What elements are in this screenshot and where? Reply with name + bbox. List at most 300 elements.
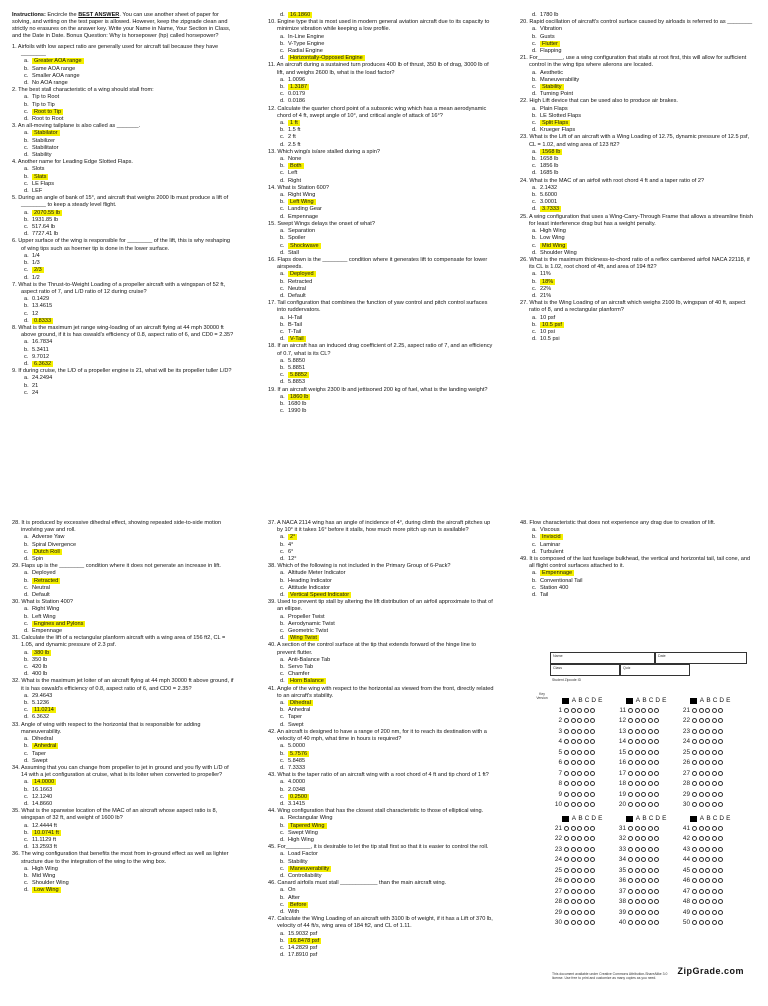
answer-bubble[interactable]	[571, 792, 576, 797]
answer-option[interactable]	[268, 394, 496, 401]
answer-option[interactable]	[520, 84, 756, 91]
answer-bubble[interactable]	[577, 718, 582, 723]
answer-option[interactable]	[520, 91, 756, 98]
answer-bubble[interactable]	[705, 857, 710, 862]
answer-bubble[interactable]	[699, 781, 704, 786]
instructions[interactable]	[12, 12, 234, 40]
answer-option[interactable]	[12, 614, 234, 621]
answer-option[interactable]	[268, 902, 496, 909]
answer-option[interactable]	[12, 621, 234, 628]
answer-option[interactable]	[268, 271, 496, 278]
answer-option[interactable]	[268, 401, 496, 408]
answer-bubble[interactable]	[564, 729, 569, 734]
answer-option[interactable]	[520, 279, 756, 286]
answer-option[interactable]	[520, 250, 756, 257]
answer-bubble[interactable]	[577, 750, 582, 755]
answer-option[interactable]	[268, 379, 496, 386]
answer-bubble[interactable]	[635, 899, 640, 904]
answer-bubble[interactable]	[699, 889, 704, 894]
answer-bubble[interactable]	[635, 708, 640, 713]
class-field[interactable]	[550, 664, 620, 676]
answer-option[interactable]	[12, 779, 234, 786]
answer-bubble[interactable]	[584, 739, 589, 744]
answer-option[interactable]	[12, 231, 234, 238]
answer-bubble[interactable]	[641, 857, 646, 862]
answer-option[interactable]	[12, 628, 234, 635]
answer-bubble[interactable]	[648, 920, 653, 925]
answer-bubble[interactable]	[577, 899, 582, 904]
answer-bubble[interactable]	[584, 826, 589, 831]
answer-bubble[interactable]	[641, 878, 646, 883]
answer-bubble[interactable]	[564, 847, 569, 852]
answer-option[interactable]	[268, 534, 496, 541]
answer-option[interactable]	[12, 375, 234, 382]
answer-bubble[interactable]	[577, 920, 582, 925]
answer-bubble[interactable]	[692, 847, 697, 852]
answer-bubble[interactable]	[718, 739, 723, 744]
answer-bubble[interactable]	[635, 826, 640, 831]
answer-option[interactable]	[12, 390, 234, 397]
answer-option[interactable]	[12, 650, 234, 657]
answer-option[interactable]	[520, 113, 756, 120]
answer-bubble[interactable]	[692, 836, 697, 841]
answer-bubble[interactable]	[564, 920, 569, 925]
answer-bubble[interactable]	[564, 899, 569, 904]
answer-option[interactable]	[268, 859, 496, 866]
answer-bubble[interactable]	[654, 750, 659, 755]
answer-bubble[interactable]	[654, 826, 659, 831]
answer-bubble[interactable]	[712, 868, 717, 873]
answer-bubble[interactable]	[590, 792, 595, 797]
answer-bubble[interactable]	[584, 792, 589, 797]
answer-bubble[interactable]	[712, 708, 717, 713]
answer-bubble[interactable]	[571, 899, 576, 904]
answer-bubble[interactable]	[718, 802, 723, 807]
answer-option[interactable]	[12, 311, 234, 318]
answer-bubble[interactable]	[641, 739, 646, 744]
answer-bubble[interactable]	[718, 847, 723, 852]
answer-bubble[interactable]	[712, 899, 717, 904]
answer-bubble[interactable]	[628, 826, 633, 831]
answer-bubble[interactable]	[705, 792, 710, 797]
answer-bubble[interactable]	[584, 771, 589, 776]
answer-bubble[interactable]	[564, 718, 569, 723]
answer-option[interactable]	[12, 361, 234, 368]
answer-option[interactable]	[12, 267, 234, 274]
answer-option[interactable]	[520, 206, 756, 213]
answer-option[interactable]	[268, 578, 496, 585]
answer-option[interactable]	[520, 329, 756, 336]
answer-bubble[interactable]	[718, 826, 723, 831]
answer-option[interactable]	[520, 199, 756, 206]
answer-bubble[interactable]	[699, 857, 704, 862]
answer-bubble[interactable]	[590, 729, 595, 734]
answer-option[interactable]	[268, 322, 496, 329]
answer-option[interactable]	[268, 286, 496, 293]
answer-bubble[interactable]	[628, 760, 633, 765]
answer-bubble[interactable]	[705, 729, 710, 734]
answer-option[interactable]	[268, 77, 496, 84]
answer-bubble[interactable]	[699, 847, 704, 852]
answer-option[interactable]	[12, 296, 234, 303]
answer-option[interactable]	[520, 336, 756, 343]
answer-option[interactable]	[520, 163, 756, 170]
answer-bubble[interactable]	[712, 920, 717, 925]
answer-bubble[interactable]	[712, 750, 717, 755]
answer-bubble[interactable]	[718, 792, 723, 797]
answer-bubble[interactable]	[718, 889, 723, 894]
answer-option[interactable]	[268, 700, 496, 707]
answer-option[interactable]	[268, 408, 496, 415]
answer-option[interactable]	[268, 815, 496, 822]
answer-bubble[interactable]	[577, 868, 582, 873]
answer-bubble[interactable]	[648, 771, 653, 776]
answer-bubble[interactable]	[590, 781, 595, 786]
answer-option[interactable]	[520, 534, 756, 541]
answer-option[interactable]	[268, 542, 496, 549]
answer-option[interactable]	[268, 592, 496, 599]
answer-bubble[interactable]	[577, 857, 582, 862]
answer-bubble[interactable]	[584, 910, 589, 915]
answer-option[interactable]	[12, 166, 234, 173]
answer-option[interactable]	[12, 210, 234, 217]
answer-bubble[interactable]	[648, 750, 653, 755]
answer-bubble[interactable]	[590, 750, 595, 755]
answer-option[interactable]	[268, 243, 496, 250]
answer-option[interactable]	[268, 758, 496, 765]
answer-option[interactable]	[268, 635, 496, 642]
answer-option[interactable]	[12, 794, 234, 801]
answer-bubble[interactable]	[577, 802, 582, 807]
answer-option[interactable]	[12, 152, 234, 159]
answer-bubble[interactable]	[692, 760, 697, 765]
answer-option[interactable]	[520, 315, 756, 322]
answer-option[interactable]	[520, 286, 756, 293]
answer-option[interactable]	[268, 55, 496, 62]
answer-bubble[interactable]	[577, 836, 582, 841]
answer-bubble[interactable]	[635, 750, 640, 755]
answer-bubble[interactable]	[584, 920, 589, 925]
answer-bubble[interactable]	[628, 847, 633, 852]
answer-bubble[interactable]	[635, 847, 640, 852]
answer-bubble[interactable]	[712, 910, 717, 915]
answer-bubble[interactable]	[590, 708, 595, 713]
answer-option[interactable]	[12, 664, 234, 671]
answer-option[interactable]	[268, 84, 496, 91]
answer-bubble[interactable]	[718, 836, 723, 841]
answer-bubble[interactable]	[692, 868, 697, 873]
answer-option[interactable]	[520, 527, 756, 534]
answer-option[interactable]	[268, 142, 496, 149]
answer-option[interactable]	[12, 224, 234, 231]
answer-bubble[interactable]	[635, 781, 640, 786]
answer-bubble[interactable]	[654, 920, 659, 925]
answer-bubble[interactable]	[654, 868, 659, 873]
answer-option[interactable]	[268, 743, 496, 750]
answer-bubble[interactable]	[699, 836, 704, 841]
answer-bubble[interactable]	[705, 889, 710, 894]
answer-bubble[interactable]	[590, 718, 595, 723]
answer-bubble[interactable]	[641, 729, 646, 734]
answer-bubble[interactable]	[641, 910, 646, 915]
answer-bubble[interactable]	[692, 826, 697, 831]
answer-option[interactable]	[12, 94, 234, 101]
answer-bubble[interactable]	[705, 899, 710, 904]
answer-bubble[interactable]	[712, 857, 717, 862]
answer-option[interactable]	[12, 130, 234, 137]
answer-option[interactable]	[268, 34, 496, 41]
answer-bubble[interactable]	[712, 729, 717, 734]
answer-bubble[interactable]	[571, 760, 576, 765]
answer-bubble[interactable]	[590, 910, 595, 915]
answer-bubble[interactable]	[654, 792, 659, 797]
answer-bubble[interactable]	[692, 889, 697, 894]
answer-bubble[interactable]	[635, 910, 640, 915]
answer-option[interactable]	[12, 275, 234, 282]
answer-bubble[interactable]	[635, 857, 640, 862]
answer-bubble[interactable]	[718, 920, 723, 925]
answer-option[interactable]	[12, 556, 234, 563]
answer-option[interactable]	[268, 657, 496, 664]
answer-bubble[interactable]	[648, 889, 653, 894]
answer-option[interactable]	[520, 149, 756, 156]
answer-option[interactable]	[268, 823, 496, 830]
answer-option[interactable]	[268, 556, 496, 563]
answer-option[interactable]	[268, 866, 496, 873]
answer-bubble[interactable]	[577, 781, 582, 786]
answer-option[interactable]	[268, 945, 496, 952]
answer-bubble[interactable]	[641, 792, 646, 797]
answer-option[interactable]	[520, 592, 756, 599]
answer-option[interactable]	[268, 178, 496, 185]
answer-bubble[interactable]	[648, 729, 653, 734]
answer-bubble[interactable]	[628, 868, 633, 873]
answer-option[interactable]	[268, 952, 496, 959]
answer-bubble[interactable]	[641, 826, 646, 831]
answer-bubble[interactable]	[584, 857, 589, 862]
answer-option[interactable]	[268, 678, 496, 685]
answer-bubble[interactable]	[654, 878, 659, 883]
answer-bubble[interactable]	[718, 781, 723, 786]
answer-option[interactable]	[12, 570, 234, 577]
answer-bubble[interactable]	[705, 781, 710, 786]
answer-option[interactable]	[268, 163, 496, 170]
answer-bubble[interactable]	[635, 878, 640, 883]
answer-bubble[interactable]	[648, 792, 653, 797]
answer-bubble[interactable]	[571, 739, 576, 744]
answer-bubble[interactable]	[648, 868, 653, 873]
answer-option[interactable]	[520, 185, 756, 192]
answer-bubble[interactable]	[692, 739, 697, 744]
answer-bubble[interactable]	[718, 760, 723, 765]
answer-option[interactable]	[268, 156, 496, 163]
answer-bubble[interactable]	[699, 708, 704, 713]
answer-bubble[interactable]	[705, 708, 710, 713]
answer-option[interactable]	[268, 887, 496, 894]
answer-option[interactable]	[12, 693, 234, 700]
answer-bubble[interactable]	[590, 878, 595, 883]
answer-bubble[interactable]	[641, 868, 646, 873]
answer-bubble[interactable]	[692, 899, 697, 904]
answer-bubble[interactable]	[635, 889, 640, 894]
answer-bubble[interactable]	[635, 868, 640, 873]
answer-option[interactable]	[12, 542, 234, 549]
answer-option[interactable]	[268, 779, 496, 786]
answer-bubble[interactable]	[584, 781, 589, 786]
answer-option[interactable]	[12, 823, 234, 830]
answer-option[interactable]	[268, 127, 496, 134]
answer-bubble[interactable]	[648, 910, 653, 915]
answer-bubble[interactable]	[584, 889, 589, 894]
answer-bubble[interactable]	[590, 857, 595, 862]
answer-bubble[interactable]	[577, 878, 582, 883]
answer-option[interactable]	[268, 41, 496, 48]
answer-option[interactable]	[12, 736, 234, 743]
answer-bubble[interactable]	[641, 771, 646, 776]
answer-option[interactable]	[520, 243, 756, 250]
answer-bubble[interactable]	[712, 836, 717, 841]
answer-option[interactable]	[12, 260, 234, 267]
answer-bubble[interactable]	[654, 889, 659, 894]
answer-option[interactable]	[520, 585, 756, 592]
answer-option[interactable]	[12, 318, 234, 325]
answer-option[interactable]	[520, 322, 756, 329]
answer-option[interactable]	[520, 228, 756, 235]
answer-bubble[interactable]	[590, 868, 595, 873]
answer-bubble[interactable]	[718, 868, 723, 873]
answer-bubble[interactable]	[641, 708, 646, 713]
answer-bubble[interactable]	[564, 792, 569, 797]
answer-option[interactable]	[520, 12, 756, 19]
answer-bubble[interactable]	[705, 718, 710, 723]
answer-option[interactable]	[12, 354, 234, 361]
answer-option[interactable]	[12, 844, 234, 851]
answer-option[interactable]	[12, 758, 234, 765]
answer-option[interactable]	[520, 156, 756, 163]
answer-bubble[interactable]	[590, 826, 595, 831]
answer-bubble[interactable]	[692, 792, 697, 797]
answer-bubble[interactable]	[654, 718, 659, 723]
answer-bubble[interactable]	[699, 771, 704, 776]
answer-bubble[interactable]	[628, 836, 633, 841]
answer-bubble[interactable]	[590, 920, 595, 925]
answer-bubble[interactable]	[692, 910, 697, 915]
answer-option[interactable]	[12, 592, 234, 599]
answer-bubble[interactable]	[712, 718, 717, 723]
answer-bubble[interactable]	[564, 889, 569, 894]
answer-bubble[interactable]	[590, 899, 595, 904]
answer-bubble[interactable]	[648, 878, 653, 883]
answer-option[interactable]	[12, 217, 234, 224]
answer-bubble[interactable]	[699, 802, 704, 807]
answer-bubble[interactable]	[564, 836, 569, 841]
answer-bubble[interactable]	[641, 802, 646, 807]
answer-bubble[interactable]	[712, 760, 717, 765]
answer-bubble[interactable]	[584, 708, 589, 713]
answer-bubble[interactable]	[571, 920, 576, 925]
answer-bubble[interactable]	[641, 920, 646, 925]
answer-option[interactable]	[520, 578, 756, 585]
answer-option[interactable]	[12, 138, 234, 145]
answer-bubble[interactable]	[641, 781, 646, 786]
answer-option[interactable]	[268, 358, 496, 365]
answer-option[interactable]	[268, 329, 496, 336]
answer-bubble[interactable]	[590, 760, 595, 765]
answer-bubble[interactable]	[590, 771, 595, 776]
answer-option[interactable]	[268, 794, 496, 801]
answer-bubble[interactable]	[641, 899, 646, 904]
answer-bubble[interactable]	[564, 708, 569, 713]
answer-option[interactable]	[520, 34, 756, 41]
answer-bubble[interactable]	[577, 771, 582, 776]
answer-bubble[interactable]	[699, 868, 704, 873]
answer-bubble[interactable]	[648, 826, 653, 831]
answer-bubble[interactable]	[648, 802, 653, 807]
answer-option[interactable]	[12, 743, 234, 750]
answer-bubble[interactable]	[635, 802, 640, 807]
answer-option[interactable]	[268, 228, 496, 235]
answer-option[interactable]	[12, 549, 234, 556]
answer-bubble[interactable]	[564, 750, 569, 755]
answer-bubble[interactable]	[628, 857, 633, 862]
answer-bubble[interactable]	[628, 750, 633, 755]
answer-bubble[interactable]	[712, 889, 717, 894]
answer-option[interactable]	[268, 365, 496, 372]
answer-bubble[interactable]	[641, 889, 646, 894]
answer-bubble[interactable]	[564, 771, 569, 776]
answer-option[interactable]	[268, 664, 496, 671]
answer-bubble[interactable]	[712, 878, 717, 883]
answer-option[interactable]	[520, 293, 756, 300]
answer-bubble[interactable]	[571, 878, 576, 883]
answer-bubble[interactable]	[571, 857, 576, 862]
answer-option[interactable]	[520, 127, 756, 134]
answer-bubble[interactable]	[564, 868, 569, 873]
answer-option[interactable]	[268, 895, 496, 902]
answer-option[interactable]	[12, 700, 234, 707]
answer-bubble[interactable]	[571, 802, 576, 807]
answer-option[interactable]	[268, 293, 496, 300]
answer-option[interactable]	[12, 787, 234, 794]
answer-bubble[interactable]	[692, 729, 697, 734]
answer-bubble[interactable]	[692, 781, 697, 786]
answer-bubble[interactable]	[648, 857, 653, 862]
answer-bubble[interactable]	[648, 739, 653, 744]
answer-option[interactable]	[12, 102, 234, 109]
answer-bubble[interactable]	[628, 889, 633, 894]
answer-option[interactable]	[268, 48, 496, 55]
answer-bubble[interactable]	[712, 847, 717, 852]
answer-option[interactable]	[12, 181, 234, 188]
answer-option[interactable]	[268, 549, 496, 556]
answer-option[interactable]	[520, 570, 756, 577]
answer-bubble[interactable]	[577, 792, 582, 797]
answer-bubble[interactable]	[571, 826, 576, 831]
answer-bubble[interactable]	[705, 760, 710, 765]
answer-option[interactable]	[12, 383, 234, 390]
answer-option[interactable]	[520, 41, 756, 48]
answer-bubble[interactable]	[571, 868, 576, 873]
answer-bubble[interactable]	[692, 771, 697, 776]
answer-bubble[interactable]	[718, 750, 723, 755]
answer-bubble[interactable]	[692, 802, 697, 807]
answer-option[interactable]	[268, 91, 496, 98]
answer-bubble[interactable]	[635, 792, 640, 797]
answer-bubble[interactable]	[577, 910, 582, 915]
answer-bubble[interactable]	[699, 729, 704, 734]
answer-bubble[interactable]	[699, 899, 704, 904]
answer-option[interactable]	[268, 614, 496, 621]
